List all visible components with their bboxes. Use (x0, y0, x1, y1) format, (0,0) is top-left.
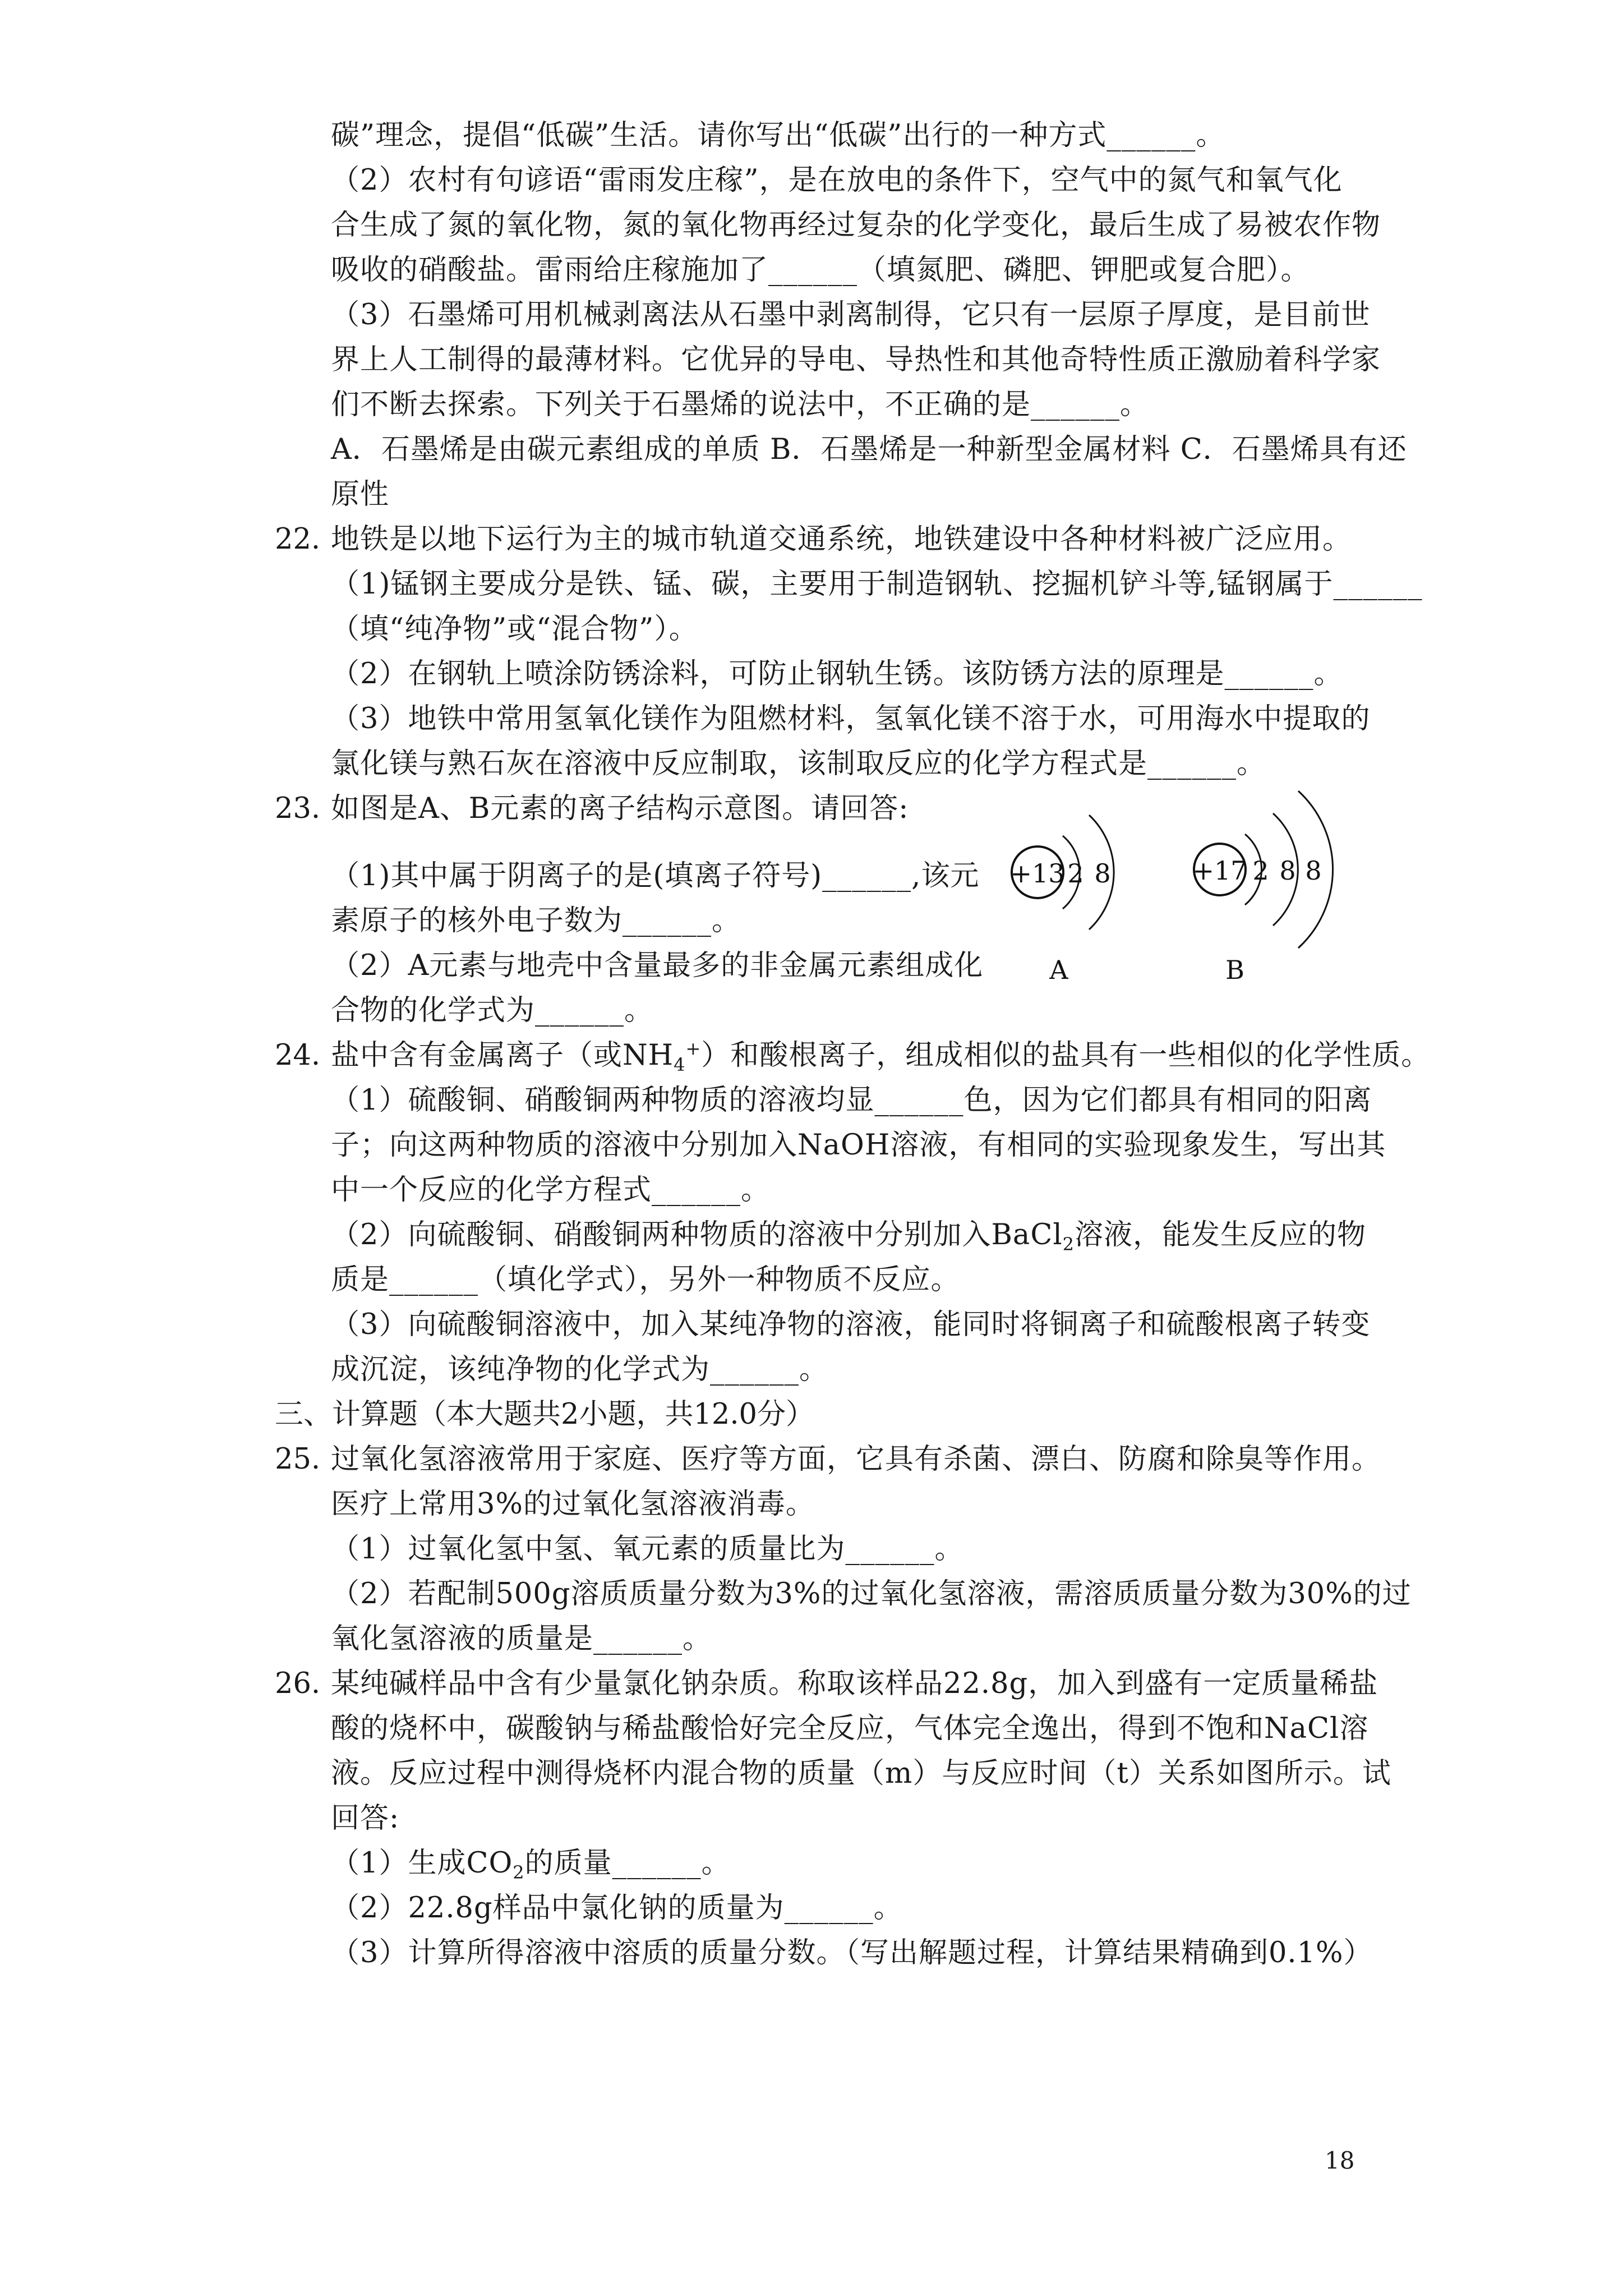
question-23-stem: 如图是A、B元素的离子结构示意图。请回答: (331, 792, 909, 825)
text-line: （1）过氧化氢中氢、氧元素的质量比为______。 (331, 1533, 964, 1566)
text-line: （1)其中属于阴离子的是(填离子符号)______,该元 (331, 859, 980, 892)
ion-b-shell-2: 8 (1279, 855, 1296, 886)
text-line: （2）在钢轨上喷涂防锈涂料，可防止钢轨生锈。该防锈方法的原理是______。 (331, 657, 1343, 691)
text-line: 合物的化学式为______。 (331, 994, 654, 1027)
ion-b-diagram (1192, 791, 1332, 985)
text-line: （2）向硫酸铜、硝酸铜两种物质的溶液中分别加入BaCl$_2$溶液，能发生反应的物 (331, 1218, 1367, 1255)
question-number-23: 23. (275, 792, 321, 825)
ion-b-shell-1: 2 (1252, 855, 1269, 886)
ion-a-label: A (1049, 955, 1068, 985)
question-number-26: 26. (275, 1667, 321, 1700)
text-line: 中一个反应的化学方程式______。 (331, 1174, 771, 1207)
ion-a-nucleus-charge: +13 (1010, 858, 1065, 889)
text-line: 原性 (331, 478, 390, 511)
text-line: 氧化氢溶液的质量是______。 (331, 1622, 712, 1655)
section-heading: 三、计算题（本大题共2小题，共12.0分） (275, 1398, 815, 1431)
question-22-stem: 地铁是以地下运行为主的城市轨道交通系统，地铁建设中各种材料被广泛应用。 (331, 523, 1352, 556)
text-line: （1)锰钢主要成分是铁、锰、碳，主要用于制造钢轨、挖掘机铲斗等,锰钢属于______ (331, 568, 1423, 601)
text-line: （2）22.8g样品中氯化钠的质量为______。 (331, 1892, 903, 1925)
question-number-22: 22. (275, 523, 321, 556)
ion-b-shell-3: 8 (1305, 855, 1322, 886)
text-line: 成沉淀，该纯净物的化学式为______。 (331, 1353, 829, 1386)
text-line: （1）生成$CO_2$的质量______。 (331, 1847, 731, 1884)
text-line: （3）石墨烯可用机械剥离法从石墨中剥离制得，它只有一层原子厚度，是目前世 (331, 298, 1371, 332)
text-line: 们不断去探索。下列关于石墨烯的说法中，不正确的是______。 (331, 388, 1150, 421)
text-line: （1）硫酸铜、硝酸铜两种物质的溶液均显______色，因为它们都具有相同的阳离 (331, 1084, 1372, 1117)
text-line: 氯化镁与熟石灰在溶液中反应制取，该制取反应的化学方程式是______。 (331, 747, 1266, 780)
text-line: 界上人工制得的最薄材料。它优异的导电、导热性和其他奇特性质正激励着科学家 (331, 343, 1381, 376)
text-line: （2）农村有句谚语“雷雨发庄稼”，是在放电的条件下，空气中的氮气和氧气化 (331, 164, 1343, 197)
question-number-25: 25. (275, 1443, 321, 1476)
text-line: 酸的烧杯中，碳酸钠与稀盐酸恰好完全反应，气体完全逸出，得到不饱和NaCl溶 (331, 1712, 1369, 1745)
question-24-stem: 盐中含有金属离子（或$NH_4^+$）和酸根离子，组成相似的盐具有一些相似的化学性质。 (331, 1038, 1431, 1076)
text-line: A．石墨烯是由碳元素组成的单质 B．石墨烯是一种新型金属材料 C．石墨烯具有还 (331, 433, 1407, 466)
ion-a-diagram (1010, 815, 1114, 985)
text-line: 子；向这两种物质的溶液中分别加入NaOH溶液，有相同的实验现象发生，写出其 (331, 1129, 1386, 1162)
page-number: 18 (1325, 2147, 1355, 2174)
text-line: （3）向硫酸铜溶液中，加入某纯净物的溶液，能同时将铜离子和硫酸根离子转变 (331, 1308, 1371, 1341)
text-line: （2）若配制500g溶质质量分数为3%的过氧化氢溶液，需溶质质量分数为30%的过 (331, 1577, 1412, 1611)
question-26-stem: 某纯碱样品中含有少量氯化钠杂质。称取该样品22.8g，加入到盛有一定质量稀盐 (331, 1667, 1378, 1700)
text-line: 液。反应过程中测得烧杯内混合物的质量（m）与反应时间（t）关系如图所示。试 (331, 1757, 1391, 1790)
text-line: （填“纯净物”或“混合物”）。 (331, 613, 698, 646)
text-line: 质是______（填化学式），另外一种物质不反应。 (331, 1263, 960, 1296)
text-line: 医疗上常用3%的过氧化氢溶液消毒。 (331, 1488, 815, 1521)
text-line: 吸收的硝酸盐。雷雨给庄稼施加了______（填氮肥、磷肥、钾肥或复合肥）。 (331, 254, 1310, 287)
ion-b-nucleus-charge: +17 (1192, 855, 1247, 886)
text-line: （3）计算所得溶液中溶质的质量分数。（写出解题过程，计算结果精确到0.1%） (331, 1936, 1373, 1970)
question-number-24: 24. (275, 1039, 321, 1072)
ion-structure-diagram (993, 783, 1374, 996)
ion-a-shell-2: 8 (1094, 858, 1111, 889)
text-line: 碳”理念，提倡“低碳”生活。请你写出“低碳”出行的一种方式______。 (331, 119, 1225, 152)
ion-a-shell-1: 2 (1067, 858, 1084, 889)
text-line: 回答: (331, 1802, 400, 1835)
question-25-stem: 过氧化氢溶液常用于家庭、医疗等方面，它具有杀菌、漂白、防腐和除臭等作用。 (331, 1443, 1381, 1476)
text-line: （3）地铁中常用氢氧化镁作为阻燃材料，氢氧化镁不溶于水，可用海水中提取的 (331, 702, 1371, 735)
text-line: 素原子的核外电子数为______。 (331, 904, 741, 937)
ion-b-label: B (1225, 955, 1244, 985)
text-line: 合生成了氮的氧化物，氮的氧化物再经过复杂的化学变化，最后生成了易被农作物 (331, 209, 1381, 242)
text-line: （2）A元素与地壳中含量最多的非金属元素组成化 (331, 949, 984, 982)
